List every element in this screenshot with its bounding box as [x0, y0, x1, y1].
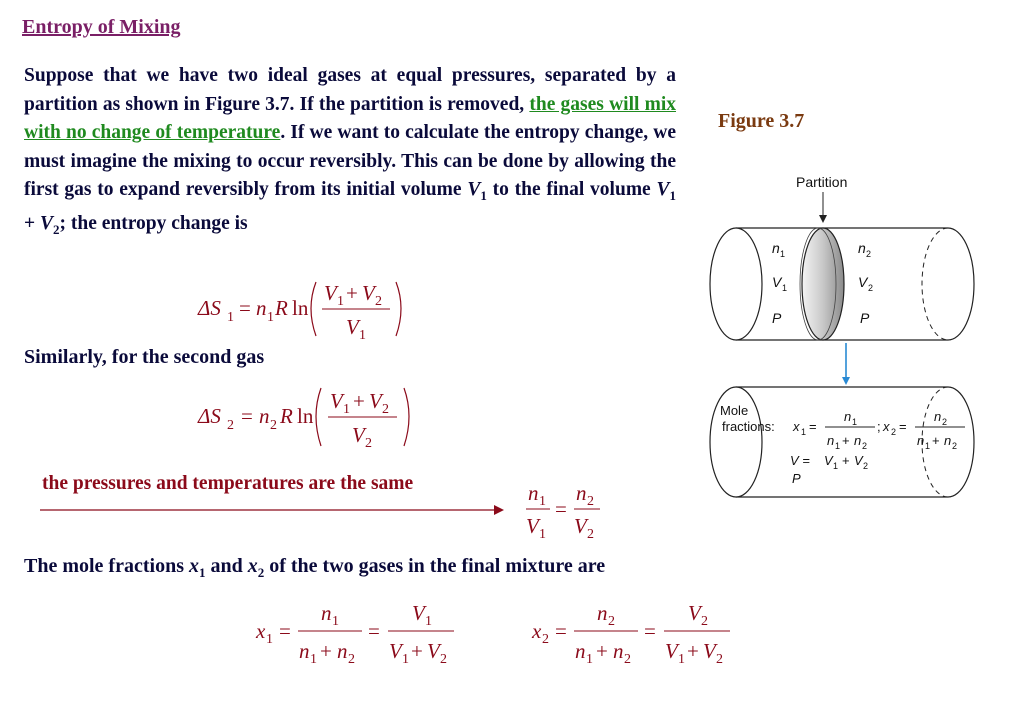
bottom-frac2-d1: n [917, 433, 925, 448]
x1-den-v1: V [389, 639, 402, 663]
top-cylinder [710, 228, 974, 340]
bottom-x2-sub: 2 [891, 427, 897, 437]
eq1-n: n [256, 296, 267, 320]
ratio-v1-sub: 1 [539, 527, 546, 542]
x2-den-vplus: + [687, 639, 699, 663]
x2-den-vs1: 1 [678, 652, 685, 667]
x2-eq2: = [644, 619, 656, 643]
bottom-semicolon: ; [877, 419, 881, 434]
figure-3-7-diagram [669, 165, 984, 523]
x1-eq1: = [279, 619, 291, 643]
eq2-num-s1: 1 [343, 402, 350, 417]
eq1-num-v1: V [324, 281, 337, 305]
x2-x: x [532, 619, 542, 643]
fractions-label: fractions: [722, 419, 775, 434]
ratio-v2: V [574, 514, 587, 538]
ratio-n2-sub: 2 [587, 494, 594, 509]
bottom-cylinder [710, 387, 974, 497]
page-title: Entropy of Mixing [22, 16, 181, 38]
x1-xsub: 1 [266, 632, 273, 647]
sub-1b: 1 [669, 187, 676, 203]
equation-delta-s1 [196, 272, 416, 344]
var-v2: V [40, 213, 54, 235]
x1-eq2: = [368, 619, 380, 643]
x1-den-vplus: + [411, 639, 423, 663]
label-n2-sub: 2 [866, 249, 872, 259]
mf-s2: 2 [257, 565, 265, 580]
bottom-x1: x [793, 419, 800, 434]
eq2-nsub: 2 [270, 418, 277, 433]
x1-den-v2: V [427, 639, 440, 663]
mf-x1: x [188, 555, 199, 577]
bottom-p: P [792, 471, 801, 486]
mf-x2: x [247, 555, 258, 577]
var-v1: V [467, 179, 481, 200]
x1-num-n: n [321, 601, 332, 625]
bottom-frac2-n: n [934, 409, 942, 424]
ratio-equals: = [555, 497, 567, 521]
bottom-x2: x [883, 419, 890, 434]
eq2-num-plus: + [353, 389, 365, 413]
label-v2: V [858, 274, 868, 290]
label-n1-sub: 1 [780, 249, 786, 259]
pressure-note: the pressures and temperatures are the same [42, 473, 414, 494]
x1-den-plus: + [320, 639, 332, 663]
label-v2-sub: 2 [868, 283, 874, 293]
eq1-num-s1: 1 [337, 294, 344, 309]
sub-1: 1 [480, 187, 487, 203]
eq2-equals: = [241, 404, 253, 428]
bottom-v-eq: V = [790, 453, 810, 468]
eq2-R: R [280, 404, 293, 428]
x2-den-v2: V [703, 639, 716, 663]
bottom-frac1-d2-sub: 2 [862, 441, 868, 451]
x2-den-s1: 1 [586, 652, 593, 667]
bottom-frac1-d1-sub: 1 [835, 441, 841, 451]
ratio-n1-sub: 1 [539, 494, 546, 509]
eq2-sub: 2 [227, 418, 234, 433]
x1-den-n1: n [299, 639, 310, 663]
x2-den-n1: n [575, 639, 586, 663]
mf-rest: of the two gases in the final mixture are [264, 555, 606, 577]
sub-2: 2 [53, 222, 60, 238]
eq2-den-v2: V [352, 423, 365, 447]
eq1-num-s2: 2 [375, 294, 382, 309]
label-n2: n [858, 240, 866, 256]
bottom-frac2-d1-sub: 1 [925, 441, 931, 451]
x2-num-sub: 2 [608, 614, 615, 629]
para-plus: + [24, 213, 40, 235]
x2-num-n: n [597, 601, 608, 625]
x2-den-plus: + [596, 639, 608, 663]
intro-paragraph [24, 62, 676, 245]
para-text-1: Suppose that we have two ideal gases at equal pressures, separated by a partition as shown in Figure 3.7. If the partition is removed, [24, 65, 676, 115]
para-text-3: to the final volume [486, 179, 657, 200]
x1-num-v: V [412, 601, 425, 625]
label-n1: n [772, 240, 780, 256]
mf-s1: 1 [198, 565, 206, 580]
x2-num-vsub: 2 [701, 614, 708, 629]
eq2-ln: ln [297, 404, 314, 428]
bottom-v1: V [824, 453, 833, 468]
bottom-frac1-d1: n [827, 433, 835, 448]
eq1-nsub: 1 [267, 310, 274, 325]
eq2-num-s2: 2 [382, 402, 389, 417]
bottom-frac2-plus: + [932, 433, 940, 448]
partition-arrow-icon [819, 215, 827, 223]
equation-x1 [254, 600, 464, 672]
ratio-v2-sub: 2 [587, 527, 594, 542]
x2-eq1: = [555, 619, 567, 643]
x2-den-n2: n [613, 639, 624, 663]
x1-x: x [256, 619, 266, 643]
x1-den-s1: 1 [310, 652, 317, 667]
eq1-delta: ΔS [198, 296, 221, 320]
eq1-den-s1: 1 [359, 328, 366, 343]
eq1-sub: 1 [227, 310, 234, 325]
x2-den-s2: 2 [624, 652, 631, 667]
x1-den-vs2: 2 [440, 652, 447, 667]
eq1-equals: = [239, 296, 251, 320]
implication-arrow [38, 500, 508, 520]
label-p2: P [860, 310, 870, 326]
x2-xsub: 2 [542, 632, 549, 647]
eq1-num-plus: + [346, 281, 358, 305]
eq2-den-s2: 2 [365, 436, 372, 451]
x2-num-v: V [688, 601, 701, 625]
eq1-den-v1: V [346, 315, 359, 339]
equation-x2 [530, 600, 742, 672]
eq1-num-v2: V [362, 281, 375, 305]
label-p1: P [772, 310, 782, 326]
equation-delta-s2 [196, 380, 426, 452]
eq1-R: R [275, 296, 288, 320]
bottom-v-plus: + [842, 453, 850, 468]
bottom-x1-sub: 1 [801, 427, 807, 437]
ratio-n2: n [576, 481, 587, 505]
bottom-frac2-d2-sub: 2 [952, 441, 958, 451]
ratio-v1: V [526, 514, 539, 538]
equation-ratio [522, 478, 612, 544]
eq1-ln: ln [292, 296, 309, 320]
bottom-frac2-n-sub: 2 [942, 417, 948, 427]
partition-disk [802, 228, 844, 340]
bottom-frac1-n: n [844, 409, 852, 424]
eq2-num-v1: V [330, 389, 343, 413]
label-v1: V [772, 274, 782, 290]
label-v1-sub: 1 [782, 283, 788, 293]
mole-fraction-sentence [24, 555, 605, 581]
bottom-v1-sub: 1 [833, 461, 839, 471]
eq2-num-v2: V [369, 389, 382, 413]
mole-label: Mole [720, 403, 749, 418]
x2-den-v1: V [665, 639, 678, 663]
mf-a: The mole fractions [24, 555, 189, 577]
eq2-n: n [259, 404, 270, 428]
bottom-frac1-d2: n [854, 433, 862, 448]
mixing-arrow-head-icon [842, 377, 850, 385]
bottom-eq1: = [809, 419, 817, 434]
x1-den-s2: 2 [348, 652, 355, 667]
bottom-v2: V [854, 453, 863, 468]
similarly-text: Similarly, for the second gas [24, 346, 265, 368]
x1-den-n2: n [337, 639, 348, 663]
eq2-delta: ΔS [198, 404, 221, 428]
ratio-n1: n [528, 481, 539, 505]
x1-num-sub: 1 [332, 614, 339, 629]
bottom-eq2: = [899, 419, 907, 434]
para-text-5: ; the entropy change is [59, 213, 248, 235]
x2-den-vs2: 2 [716, 652, 723, 667]
bottom-frac2-d2: n [944, 433, 952, 448]
mf-and: and [205, 555, 248, 577]
bottom-frac1-plus: + [842, 433, 850, 448]
x1-num-vsub: 1 [425, 614, 432, 629]
x1-den-vs1: 1 [402, 652, 409, 667]
bottom-v2-sub: 2 [863, 461, 869, 471]
var-v1b: V [656, 179, 670, 200]
para-text-2: . If we want to calculate the entropy change, we must imagine the mixing to occur reversibly. This can be done by allowing the first gas to expand reversibly from its initial volume [24, 122, 676, 200]
partition-label: Partition [796, 174, 848, 190]
figure-label: Figure 3.7 [718, 110, 805, 132]
highlighted-phrase: the gases will mix with no change of temperature [24, 93, 677, 143]
bottom-frac1-n-sub: 1 [852, 417, 858, 427]
